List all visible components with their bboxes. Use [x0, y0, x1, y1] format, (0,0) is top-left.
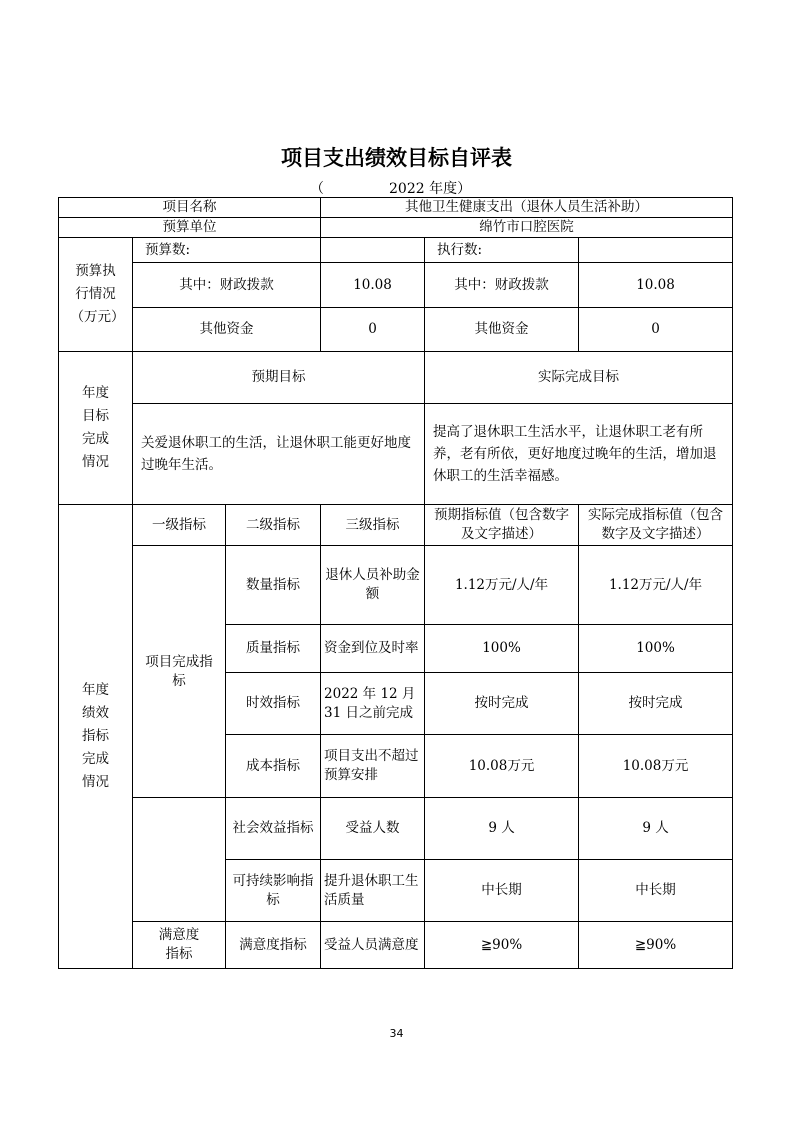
fiscal-row: [59, 263, 733, 308]
row-level2: 可持续影响指标: [226, 860, 321, 922]
row-level2: 成本指标: [226, 735, 321, 798]
table-row: [59, 798, 733, 860]
level3-header: 三级指标: [321, 505, 425, 546]
budget-count-row: [59, 238, 733, 263]
goal-header-row: [59, 352, 733, 404]
row-level3: 受益人员满意度: [321, 922, 425, 969]
budget-unit-value: 绵竹市口腔医院: [321, 218, 733, 238]
other-funds-label-budget: 其他资金: [133, 308, 321, 352]
perf-label: 年度绩效指标完成情况: [59, 505, 133, 969]
project-name-value: 其他卫生健康支出（退休人员生活补助）: [321, 198, 733, 218]
goal-text-row: [59, 404, 733, 505]
row-level3: 提升退休职工生活质量: [321, 860, 425, 922]
budget-count-value: [321, 238, 425, 263]
budget-exec-label: 预算执行情况（万元）: [59, 238, 133, 352]
row-expected: 中长期: [425, 860, 579, 922]
row-level2: 时效指标: [226, 673, 321, 735]
row-level2: 满意度指标: [226, 922, 321, 969]
group-satisfaction-label: 满意度指标: [133, 922, 226, 969]
indicator-header-row: [59, 505, 733, 546]
level2-header: 二级指标: [226, 505, 321, 546]
fiscal-label-exec: 其中：财政拨款: [425, 263, 579, 308]
level1-header: 一级指标: [133, 505, 226, 546]
row-actual: 100%: [579, 625, 733, 673]
project-name-row: [59, 198, 733, 218]
self-evaluation-table: [58, 197, 733, 969]
row-expected: 9 人: [425, 798, 579, 860]
row-expected: 按时完成: [425, 673, 579, 735]
expected-goal-header: 预期目标: [133, 352, 425, 404]
table-row: [59, 922, 733, 969]
group-effect-blank: [133, 798, 226, 922]
row-expected: 1.12万元/人/年: [425, 546, 579, 625]
exec-count-label: 执行数:: [425, 238, 579, 263]
row-level3: 受益人数: [321, 798, 425, 860]
fiscal-label-budget: 其中：财政拨款: [133, 263, 321, 308]
budget-unit-row: [59, 218, 733, 238]
row-expected: 10.08万元: [425, 735, 579, 798]
fiscal-value-budget: 10.08: [321, 263, 425, 308]
fiscal-value-exec: 10.08: [579, 263, 733, 308]
expected-value-header: 预期指标值（包含数字及文字描述）: [425, 505, 579, 546]
row-actual: ≧90%: [579, 922, 733, 969]
group-project-label: 项目完成指标: [133, 546, 226, 798]
row-expected: ≧90%: [425, 922, 579, 969]
row-actual: 10.08万元: [579, 735, 733, 798]
row-level3: 资金到位及时率: [321, 625, 425, 673]
other-funds-value-budget: 0: [321, 308, 425, 352]
expected-goal-text: 关爱退休职工的生活，让退休职工能更好地度过晚年生活。: [133, 404, 425, 505]
row-actual: 中长期: [579, 860, 733, 922]
page-number: 34: [389, 1027, 404, 1040]
row-level3: 退休人员补助金额: [321, 546, 425, 625]
row-level3: 项目支出不超过预算安排: [321, 735, 425, 798]
exec-count-value: [579, 238, 733, 263]
row-level3: 2022 年 12 月 31 日之前完成: [321, 673, 425, 735]
row-actual: 1.12万元/人/年: [579, 546, 733, 625]
row-level2: 数量指标: [226, 546, 321, 625]
row-expected: 100%: [425, 625, 579, 673]
actual-value-header: 实际完成指标值（包含数字及文字描述）: [579, 505, 733, 546]
year-line: [0, 178, 793, 196]
annual-goal-label: 年度目标完成情况: [59, 352, 133, 505]
row-actual: 9 人: [579, 798, 733, 860]
actual-goal-header: 实际完成目标: [425, 352, 733, 404]
year-text: 2022 年度）: [389, 181, 472, 197]
table-row: [59, 546, 733, 625]
row-level2: 质量指标: [226, 625, 321, 673]
year-open-paren: （: [310, 181, 324, 197]
other-funds-row: [59, 308, 733, 352]
budget-unit-label: 预算单位: [59, 218, 321, 238]
row-level2: 社会效益指标: [226, 798, 321, 860]
budget-count-label: 预算数:: [133, 238, 321, 263]
other-funds-value-exec: 0: [579, 308, 733, 352]
actual-goal-text: 提高了退休职工生活水平，让退休职工老有所养，老有所依，更好地度过晚年的生活，增加退休职工的生活幸福感。: [425, 404, 733, 505]
row-actual: 按时完成: [579, 673, 733, 735]
other-funds-label-exec: 其他资金: [425, 308, 579, 352]
page-title: 项目支出绩效目标自评表: [281, 146, 512, 170]
project-name-label: 项目名称: [59, 198, 321, 218]
